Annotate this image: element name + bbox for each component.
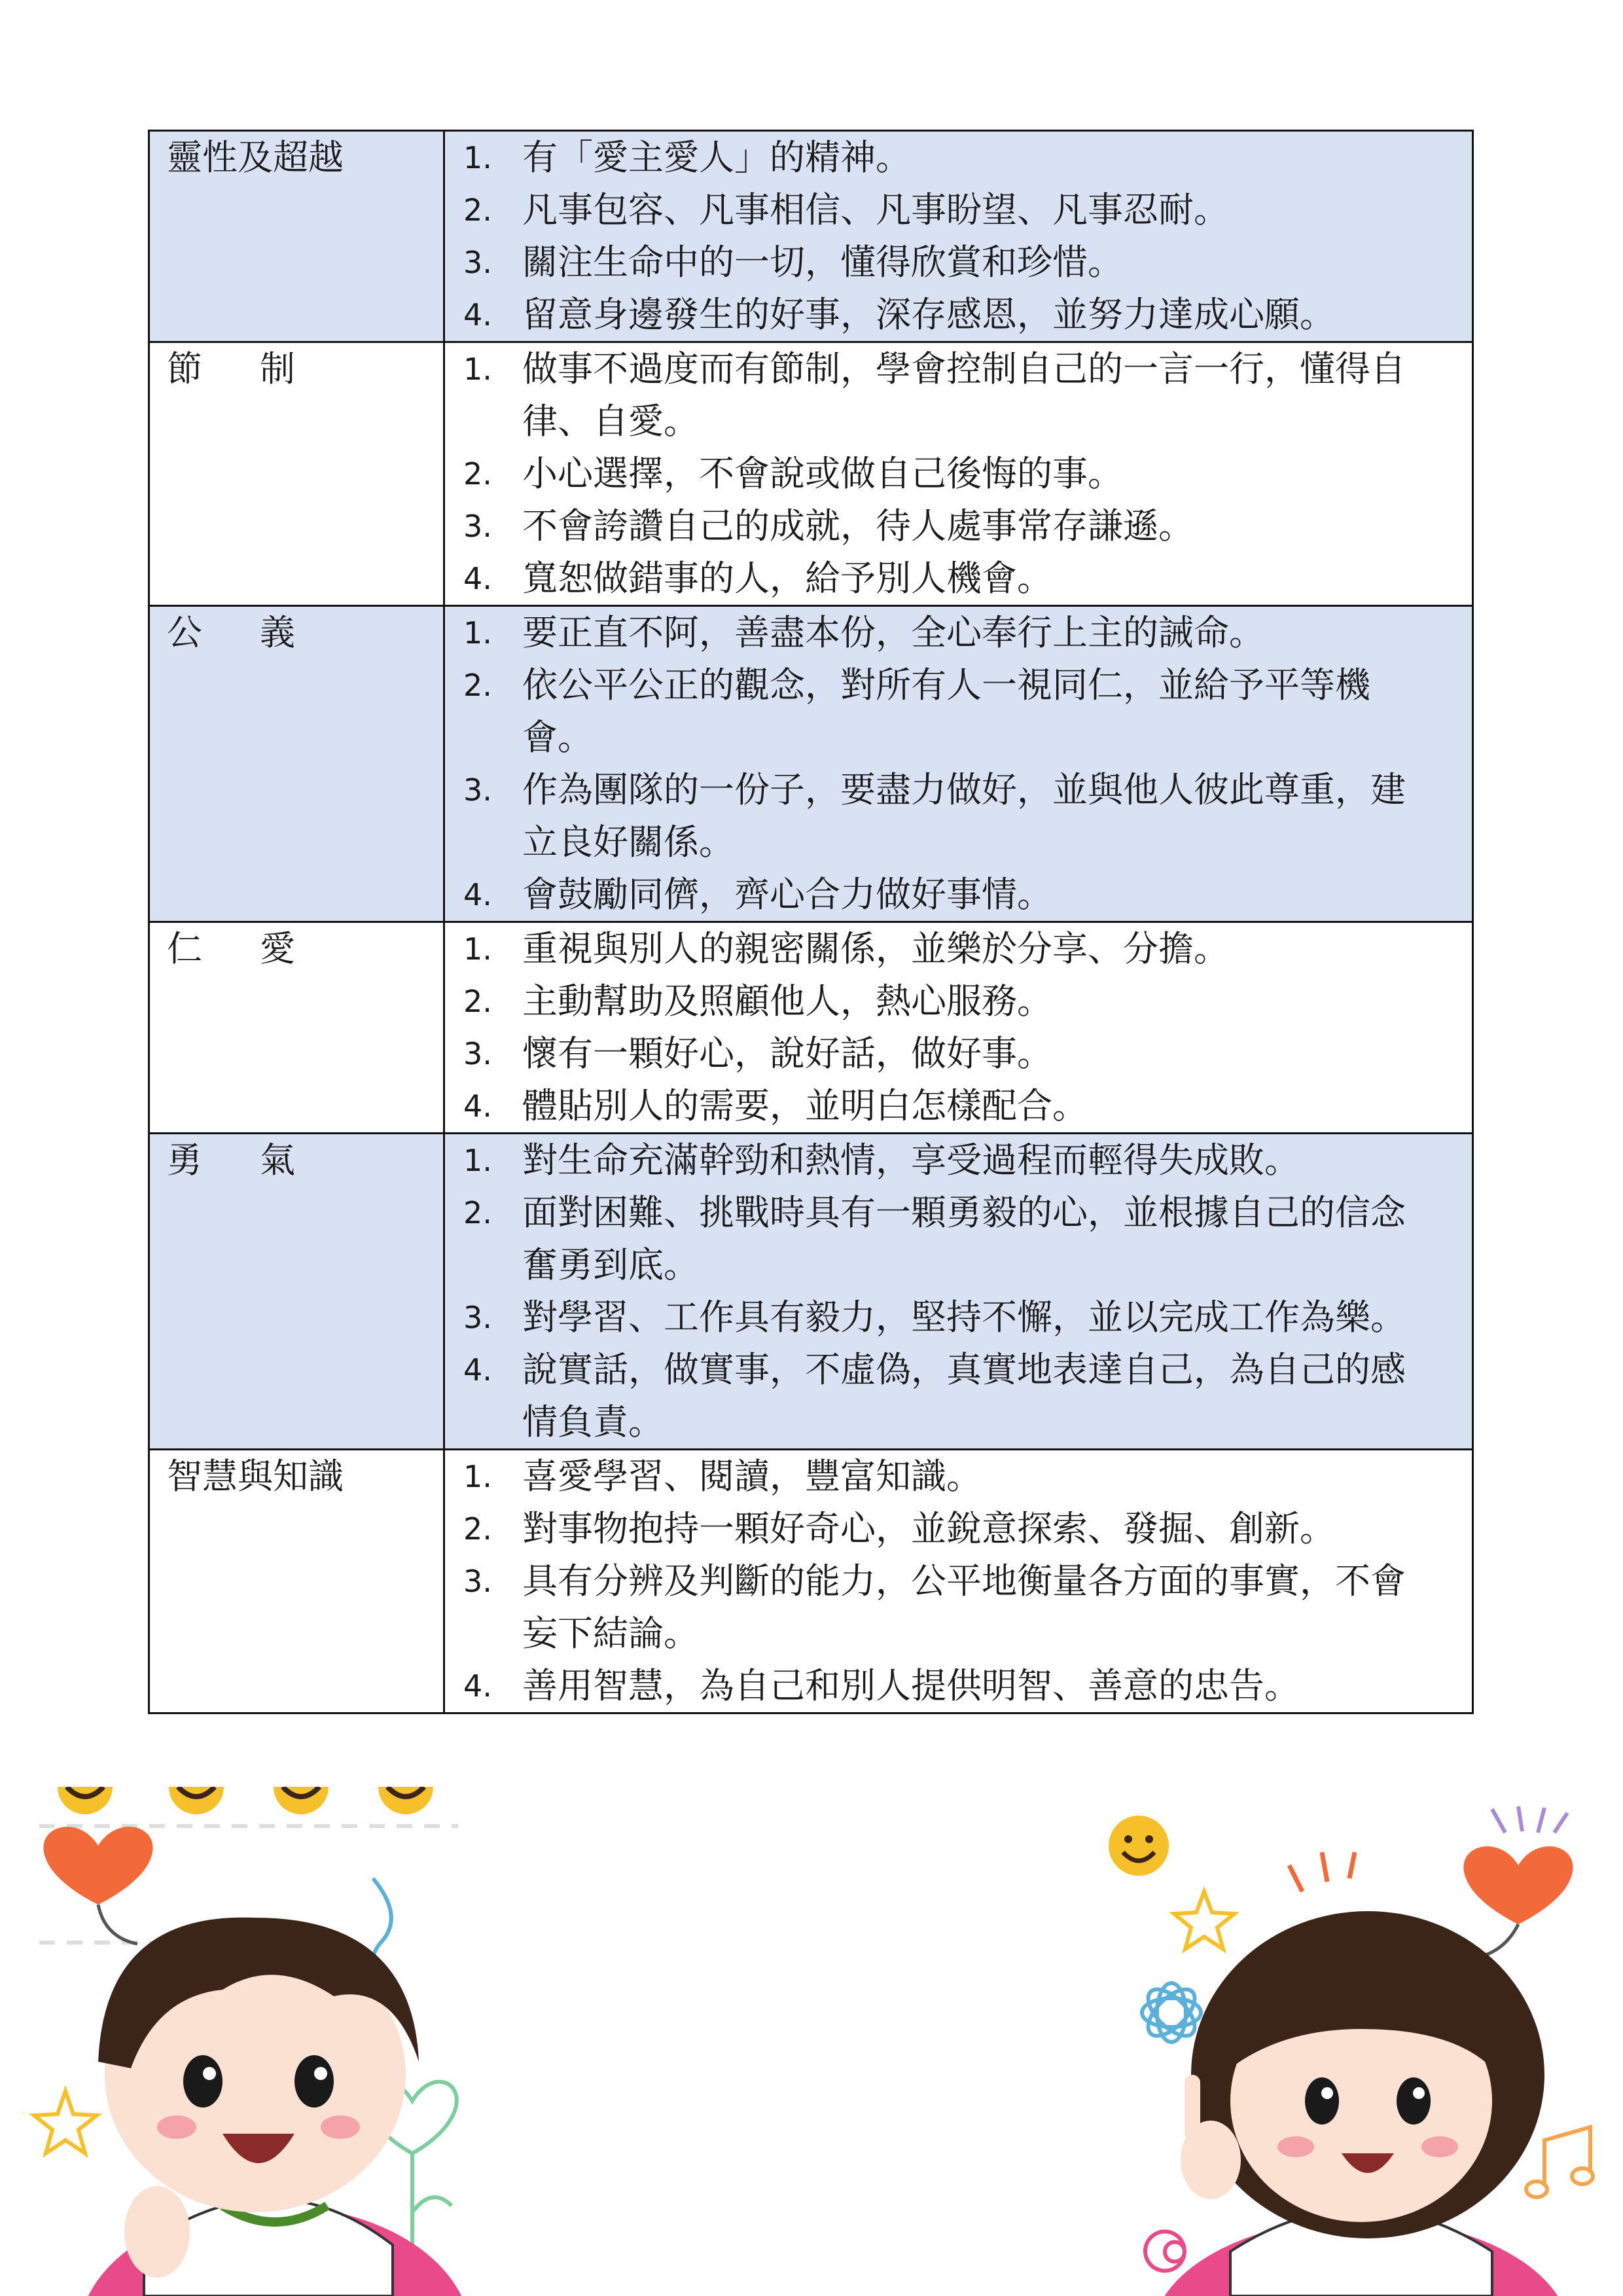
item-text: 依公平公正的觀念，對所有人一視同仁，並給予平等機會。 <box>522 664 1370 758</box>
list-item <box>445 1344 1433 1448</box>
flower-icon <box>1141 1982 1203 2044</box>
virtue-name-text: 智慧與知識 <box>167 1456 344 1497</box>
star-icon <box>34 2091 97 2153</box>
list-item <box>445 1134 1433 1187</box>
list-item <box>445 132 1433 184</box>
item-text: 凡事包容、凡事相信、凡事盼望、凡事忍耐。 <box>522 189 1229 230</box>
list-item <box>445 607 1433 659</box>
list-item <box>445 500 1433 552</box>
boy-illustration <box>26 1787 524 2296</box>
item-text: 作為團隊的一份子，要盡力做好，並與他人彼此尊重，建立良好關係。 <box>522 769 1406 863</box>
list-item <box>445 343 1433 448</box>
virtue-name <box>149 922 444 1134</box>
list-item <box>445 1187 1433 1291</box>
list-item <box>445 236 1433 289</box>
item-number: 4. <box>463 561 492 596</box>
item-text: 會鼓勵同儕，齊心合力做好事情。 <box>522 874 1052 915</box>
virtue-name-text: 節制 <box>167 348 353 389</box>
virtue-row <box>149 606 1473 922</box>
virtue-name <box>149 1134 444 1450</box>
list-item <box>445 869 1433 921</box>
virtue-row <box>149 1450 1473 1713</box>
item-text: 面對困難、挑戰時具有一顆勇毅的心，並根據自己的信念奮勇到底。 <box>522 1192 1406 1285</box>
smiley-row-icon <box>58 1787 433 1814</box>
heart-icon <box>1463 1846 1573 1924</box>
list-item <box>445 659 1433 764</box>
item-number: 1. <box>463 615 492 651</box>
item-text: 關注生命中的一切，懂得欣賞和珍惜。 <box>522 242 1123 283</box>
virtue-name <box>149 131 444 342</box>
virtue-name-text: 靈性及超越 <box>167 137 344 178</box>
girl-illustration <box>1086 1793 1610 2296</box>
item-text: 留意身邊發生的好事，深存感恩，並努力達成心願。 <box>522 294 1335 335</box>
item-text: 重視與別人的親密關係，並樂於分享、分擔。 <box>522 928 1229 969</box>
virtue-row <box>149 131 1473 342</box>
virtue-name <box>149 342 444 606</box>
list-item <box>445 1080 1433 1132</box>
swirl-icon <box>1145 2232 1185 2271</box>
virtue-items <box>444 922 1473 1134</box>
list-item <box>445 1555 1433 1660</box>
virtue-name-text: 仁愛 <box>167 928 353 969</box>
item-text: 不會誇讚自己的成就，待人處事常存謙遜。 <box>522 505 1194 547</box>
item-number: 4. <box>463 1088 492 1124</box>
virtue-items <box>444 131 1473 342</box>
music-note-icon <box>1526 2127 1593 2197</box>
item-number: 3. <box>463 245 492 280</box>
list-item <box>445 184 1433 236</box>
list-item <box>445 448 1433 500</box>
item-number: 1. <box>463 931 492 967</box>
item-number: 2. <box>463 192 492 228</box>
list-item <box>445 975 1433 1028</box>
item-text: 有「愛主愛人」的精神。 <box>522 137 911 178</box>
item-number: 1. <box>463 1459 492 1494</box>
virtues-table <box>148 130 1474 1714</box>
virtue-name <box>149 1450 444 1713</box>
item-text: 對生命充滿幹勁和熱情，享受過程而輕得失成敗。 <box>522 1139 1300 1181</box>
item-text: 對學習、工作具有毅力，堅持不懈，並以完成工作為樂。 <box>522 1297 1406 1338</box>
smiley-icon <box>1109 1816 1169 1876</box>
item-text: 寬恕做錯事的人，給予別人機會。 <box>522 558 1052 599</box>
item-number: 3. <box>463 772 492 808</box>
item-text: 要正直不阿，善盡本份，全心奉行上主的誡命。 <box>522 612 1264 653</box>
item-text: 善用智慧，為自己和別人提供明智、善意的忠告。 <box>522 1665 1300 1706</box>
item-number: 4. <box>463 1352 492 1388</box>
list-item <box>445 552 1433 605</box>
list-item <box>445 1028 1433 1080</box>
item-text: 喜愛學習、閱讀，豐富知識。 <box>522 1456 982 1497</box>
item-text: 小心選擇，不會說或做自己後悔的事。 <box>522 453 1123 494</box>
item-number: 4. <box>463 877 492 912</box>
list-item <box>445 923 1433 975</box>
item-number: 2. <box>463 1195 492 1230</box>
list-item <box>445 1660 1433 1712</box>
item-number: 2. <box>463 456 492 492</box>
virtue-items <box>444 1450 1473 1713</box>
item-number: 2. <box>463 1511 492 1547</box>
item-number: 3. <box>463 1036 492 1071</box>
item-number: 3. <box>463 1300 492 1335</box>
list-item <box>445 289 1433 341</box>
virtue-items <box>444 1134 1473 1450</box>
virtue-name-text: 勇氣 <box>167 1139 353 1181</box>
item-number: 3. <box>463 1564 492 1599</box>
virtue-row <box>149 1134 1473 1450</box>
virtue-items <box>444 342 1473 606</box>
item-number: 1. <box>463 351 492 387</box>
item-number: 2. <box>463 668 492 703</box>
heart-icon <box>43 1827 152 1905</box>
item-text: 懷有一顆好心，說好話，做好事。 <box>522 1033 1052 1074</box>
list-item <box>445 1503 1433 1555</box>
item-number: 4. <box>463 1668 492 1704</box>
item-text: 做事不過度而有節制，學會控制自己的一言一行，懂得自律、自愛。 <box>522 348 1406 442</box>
list-item <box>445 764 1433 869</box>
virtue-items <box>444 606 1473 922</box>
item-text: 說實話，做實事，不虛偽，真實地表達自己，為自己的感情負責。 <box>522 1349 1406 1443</box>
item-number: 1. <box>463 1143 492 1178</box>
item-text: 主動幫助及照顧他人，熱心服務。 <box>522 980 1052 1022</box>
item-number: 4. <box>463 297 492 332</box>
virtue-name <box>149 606 444 922</box>
item-number: 1. <box>463 140 492 175</box>
item-text: 具有分辨及判斷的能力，公平地衡量各方面的事實，不會妄下結論。 <box>522 1560 1406 1654</box>
list-item <box>445 1291 1433 1344</box>
virtue-name-text: 公義 <box>167 612 353 653</box>
star-icon <box>1174 1892 1234 1949</box>
list-item <box>445 1450 1433 1503</box>
item-number: 3. <box>463 509 492 544</box>
item-text: 體貼別人的需要，並明白怎樣配合。 <box>522 1085 1088 1126</box>
virtue-row <box>149 922 1473 1134</box>
item-number: 2. <box>463 984 492 1019</box>
virtue-row <box>149 342 1473 606</box>
item-text: 對事物抱持一顆好奇心，並銳意探索、發掘、創新。 <box>522 1508 1335 1549</box>
